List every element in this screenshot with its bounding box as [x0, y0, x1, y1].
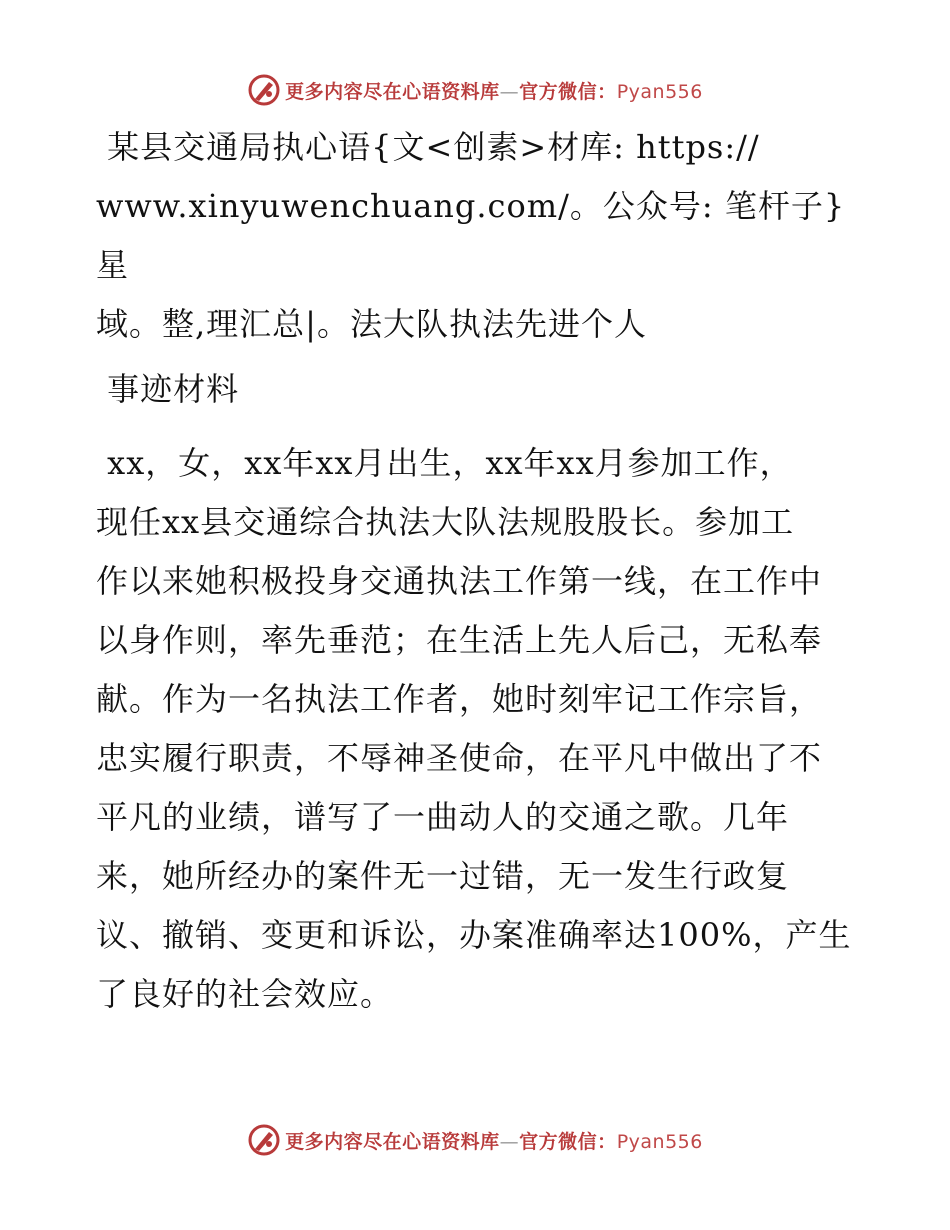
- document-subtitle: 事迹材料: [96, 370, 240, 408]
- paragraph-line: 以身作则，率先垂范；在生活上先人后己，无私奉: [96, 621, 823, 659]
- paragraph-line: xx，女，xx年xx月出生，xx年xx月参加工作，: [96, 444, 793, 482]
- document-title: [96, 118, 866, 354]
- title-line: www.xinyuwenchuang.com/。公众号: 笔杆子}星: [96, 187, 846, 284]
- quill-seal-icon: [247, 1123, 281, 1157]
- title-line: 某县交通局执心语{文<创素>材库: https://: [96, 128, 760, 166]
- banner-separator: —: [499, 80, 520, 103]
- banner-suffix-text: 官方微信：: [519, 1130, 617, 1153]
- paragraph-line: 平凡的业绩，谱写了一曲动人的交通之歌。几年: [96, 798, 790, 836]
- banner-wechat-id: Pyan556: [616, 1130, 703, 1153]
- footer-banner: [0, 1120, 950, 1160]
- paragraph-line: 忠实履行职责，不辱神圣使命，在平凡中做出了不: [96, 739, 823, 777]
- paragraph-line: 现任xx县交通综合执法大队法规股股长。参加工: [96, 503, 795, 541]
- paragraph-line: 议、撤销、变更和诉讼，办案准确率达100%，产生: [96, 916, 852, 954]
- paragraph-line: 了良好的社会效应。: [96, 975, 394, 1013]
- banner-text: [285, 77, 703, 104]
- banner-separator: —: [499, 1130, 520, 1153]
- document-body: [96, 118, 866, 1024]
- banner-main-text: 更多内容尽在心语资料库: [285, 1130, 500, 1153]
- banner-text: [285, 1127, 703, 1154]
- quill-seal-icon: [247, 73, 281, 107]
- paragraph-line: 作以来她积极投身交通执法工作第一线，在工作中: [96, 562, 823, 600]
- banner-wechat-id: Pyan556: [616, 80, 703, 103]
- header-banner: [0, 70, 950, 110]
- paragraph-line: 献。作为一名执法工作者，她时刻牢记工作宗旨，: [96, 680, 823, 718]
- banner-main-text: 更多内容尽在心语资料库: [285, 80, 500, 103]
- paragraph-line: 来，她所经办的案件无一过错，无一发生行政复: [96, 857, 790, 895]
- document-paragraph: [96, 434, 866, 1024]
- title-line: 域。整,理汇总|。法大队执法先进个人: [96, 305, 647, 343]
- banner-suffix-text: 官方微信：: [519, 80, 617, 103]
